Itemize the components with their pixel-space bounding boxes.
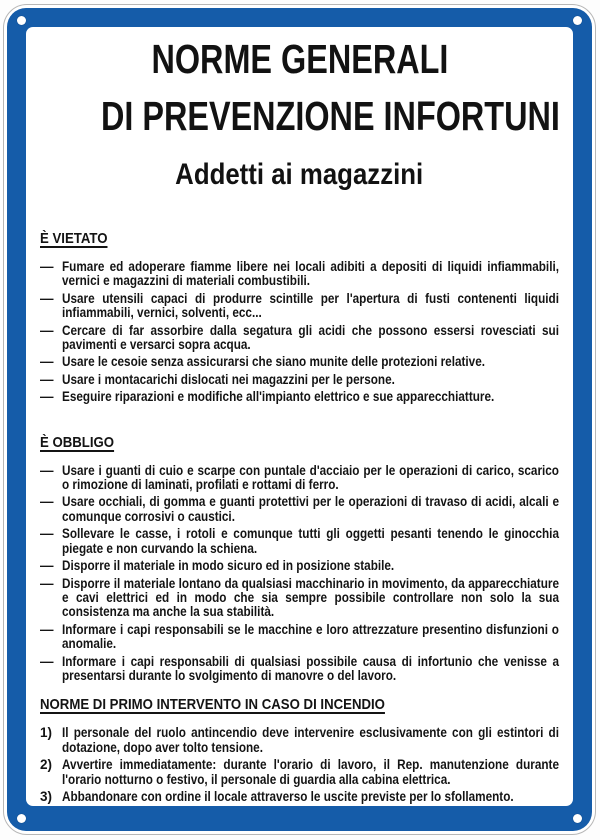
section-obbligo — [40, 435, 559, 684]
screw-hole-bottom-right — [573, 814, 582, 823]
item-text: Fumare ed adoperare fiamme libere nei locali adibiti a depositi di liquidi infiammabili, vernici e magazzini di materiali combustibili. — [62, 259, 559, 289]
item-text: Usare i montacarichi dislocati nei magazzini per le persone. — [62, 371, 395, 387]
item-text: Abbandonare con ordine il locale attraverso le uscite previste per lo sfollamento. — [62, 788, 514, 804]
list-item — [40, 390, 559, 404]
sign-content — [26, 27, 573, 806]
item-text: Informare i capi responsabili se le macchine e loro attrezzature presentino disfunzioni o anomalie. — [62, 621, 559, 652]
item-number: 3) — [40, 788, 53, 804]
list-item — [40, 623, 559, 652]
dash-bullet: — — [40, 621, 54, 637]
list-item — [40, 292, 559, 321]
item-text: Sollevare le casse, i rotoli e comunque tutti gli oggetti pesanti tenendo le ginocchia piegate e non curvando la schiena. — [62, 526, 559, 556]
item-text: Usare i guanti di cuio e scarpe con puntale d'acciaio per le operazioni di carico, scarico o rimozione di laminati, profilati e rottami di ferro. — [62, 462, 559, 493]
sign-subtitle: Addetti ai magazzini — [175, 158, 424, 191]
list-item — [40, 495, 559, 524]
item-text: Avvertire immediatamente: durante l'orario di lavoro, il Rep. manutenzione durante l'orario notturno o festivo, il personale di guardia alla cabina elettrica. — [62, 757, 559, 787]
list-item — [40, 355, 559, 369]
sign-title-line2: DI PREVENZIONE INFORTUNI — [100, 93, 560, 139]
list-item — [40, 527, 559, 556]
list-item — [40, 577, 559, 620]
list-item — [40, 726, 559, 755]
item-number: 1) — [40, 725, 53, 741]
sign-inner-panel — [26, 27, 573, 806]
item-text: Cercare di far assorbire dalla segatura gli acidi che possono essersi rovesciati sui pavimenti e versarci sopra acqua. — [62, 322, 559, 353]
list-item — [40, 559, 559, 573]
list-item — [40, 758, 559, 787]
list-item — [40, 373, 559, 387]
item-number: 2) — [40, 757, 53, 773]
dash-bullet: — — [40, 389, 54, 405]
section-incendio-items — [40, 726, 559, 804]
section-incendio-heading: NORME DI PRIMO INTERVENTO IN CASO DI INCENDIO — [40, 696, 385, 714]
list-item — [40, 324, 559, 353]
list-item — [40, 790, 559, 804]
screw-hole-top-right — [573, 16, 582, 25]
item-text: Informare i capi responsabili di qualsiasi possibile causa di infortunio che venisse a presentarsi durante lo svolgimento di manovre o del lavoro. — [62, 653, 559, 683]
screw-hole-top-left — [17, 16, 26, 25]
section-vietato-heading: È VIETATO — [40, 230, 108, 247]
dash-bullet: — — [40, 322, 54, 338]
list-item — [40, 655, 559, 684]
dash-bullet: — — [40, 494, 54, 510]
item-text: Il personale del ruolo antincendio deve intervenire esclusivamente con gli estintori di dotazione, dopo aver tolto tensione. — [62, 725, 559, 755]
dash-bullet: — — [40, 575, 54, 591]
item-text: Disporre il materiale lontano da qualsiasi macchinario in movimento, da apparecchiature e cavi elettrici ed in modo che sia sempre possibile controllare non solo la sua consistenza ma anche la sua stabilità. — [62, 575, 559, 620]
section-obbligo-heading: È OBBLIGO — [40, 433, 115, 451]
item-text: Disporre il materiale in modo sicuro ed in posizione stabile. — [62, 558, 395, 574]
dash-bullet: — — [40, 462, 54, 478]
item-text: Usare occhiali, di gomma e guanti protettivi per le operazioni di travaso di acidi, alcali e comunque corrosivi o caustici. — [62, 494, 559, 524]
dash-bullet: — — [40, 558, 54, 574]
section-vietato-items — [40, 260, 559, 405]
section-obbligo-items — [40, 464, 559, 684]
section-incendio — [40, 697, 559, 804]
item-text: Usare utensili capaci di produrre scintille per l'apertura di fusti contenenti liquidi infiammabili, vernici, solventi, ecc... — [62, 290, 559, 321]
screw-hole-bottom-left — [17, 814, 26, 823]
sign-title-line1: NORME GENERALI — [151, 36, 448, 82]
list-item — [40, 260, 559, 289]
dash-bullet: — — [40, 290, 54, 306]
dash-bullet: — — [40, 371, 54, 387]
section-vietato — [40, 231, 559, 405]
dash-bullet: — — [40, 653, 54, 669]
item-text: Usare le cesoie senza assicurarsi che siano munite delle protezioni relative. — [62, 354, 486, 370]
item-text: Eseguire riparazioni e modifiche all'impianto elettrico e sue apparecchiatture. — [62, 389, 495, 405]
list-item — [40, 464, 559, 493]
sign-plate — [3, 4, 596, 835]
dash-bullet: — — [40, 259, 54, 274]
dash-bullet: — — [40, 526, 54, 542]
dash-bullet: — — [40, 354, 54, 370]
